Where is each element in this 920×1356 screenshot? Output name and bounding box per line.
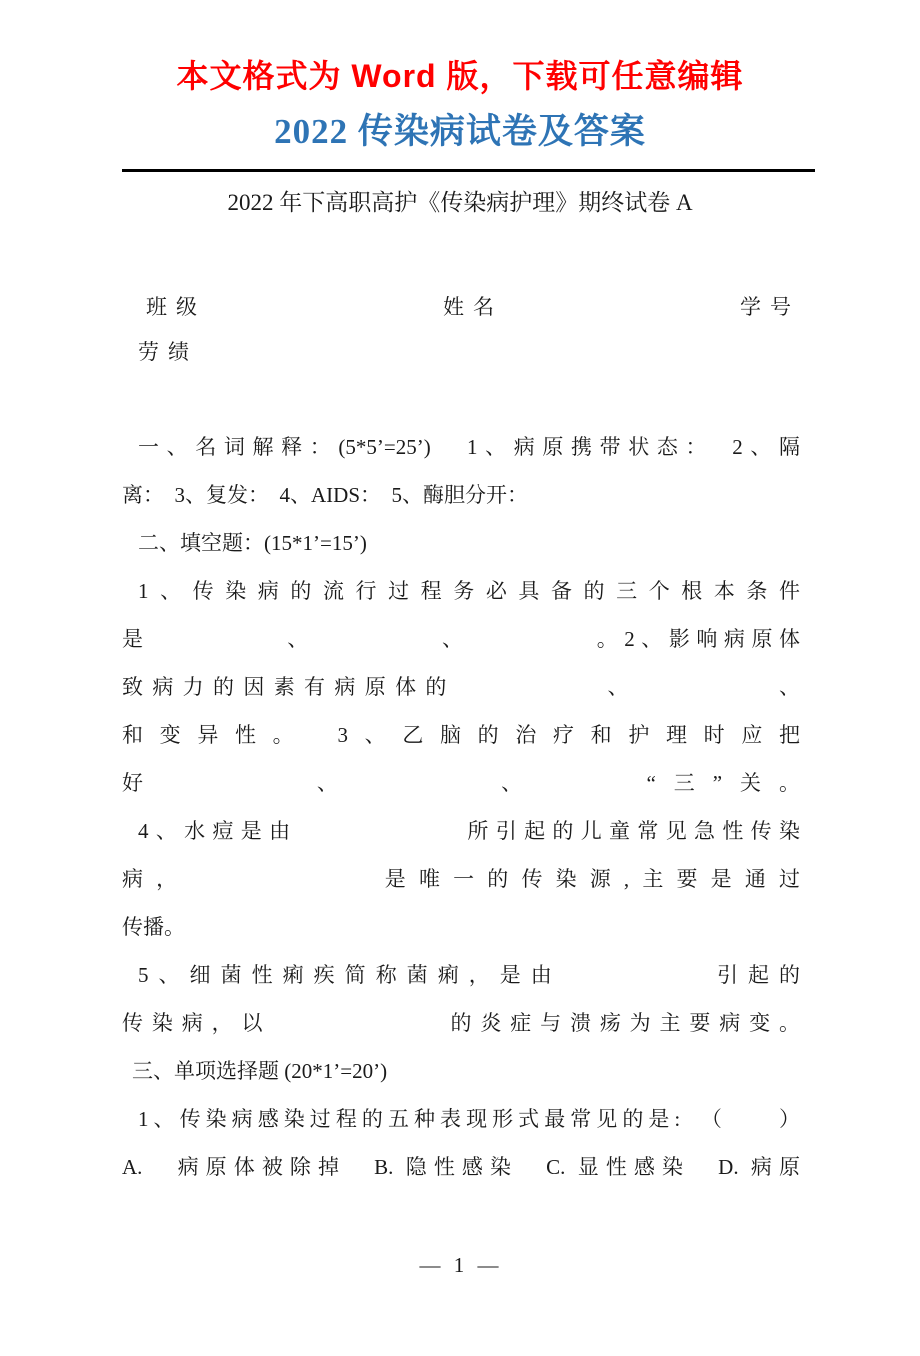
student-info-row [122,285,800,330]
document-page [0,54,920,1356]
exam-text-line-8: 好 、 、 “三”关。 [122,771,800,795]
document-title: 2022 传染病试卷及答案 [274,112,646,151]
exam-subtitle: 2022 年下高职高护《传染病护理》期终试卷 A [227,190,693,215]
exam-text-line-4: 1、传染病的流行过程务必具备的三个根本条件 [138,579,800,603]
exam-text-line-12: 5、细菌性痢疾简称菌痢，是由 引起的 [138,963,800,987]
exam-text-line-11: 传播。 [122,915,185,939]
exam-text-line-6: 致病力的因素有病原体的 、 、 [122,675,800,699]
question-text-block [122,423,800,1191]
page-number: — 1 — [419,1253,503,1277]
exam-text-line-14: 三、单项选择题 (20*1’=20’) [132,1059,388,1083]
title-divider [122,169,815,172]
exam-text-line-16: A. 病原体被除掉 B. 隐性感染 C. 显性感染 D. 病原 [122,1155,800,1179]
exam-body [122,285,800,1191]
field-student-id-label: 学号 [740,295,800,319]
exam-text-line-15: 1、传染病感染过程的五种表现形式最常见的是: （ ） [138,1107,800,1131]
exam-text-line-2: 离： 3、复发： 4、AIDS： 5、酶胆分开： [122,483,529,507]
exam-text-line-3: 二、填空题：(15*1’=15’) [138,531,367,555]
exam-text-line-9: 4、水痘是由 所引起的儿童常见急性传染 [138,819,800,843]
exam-text-line-5: 是 、 、 。2、影响病原体 [122,627,800,651]
field-name-label: 姓名 [443,295,503,319]
field-class-label: 班级 [146,295,206,319]
exam-text-line-7: 和变异性。 3、乙脑的治疗和护理时应把 [122,723,800,747]
exam-text-line-13: 传染病，以 的炎症与溃疡为主要病变。 [122,1011,800,1035]
field-score-label: 劳绩 [138,340,198,364]
format-notice: 本文格式为 Word 版，下载可任意编辑 [176,58,744,94]
exam-text-line-1: 一、名词解释：(5*5’=25’) 1、病原携带状态： 2、隔 [138,435,800,459]
exam-text-line-10: 病， 是唯一的传染源,主要是通过 [122,867,800,891]
